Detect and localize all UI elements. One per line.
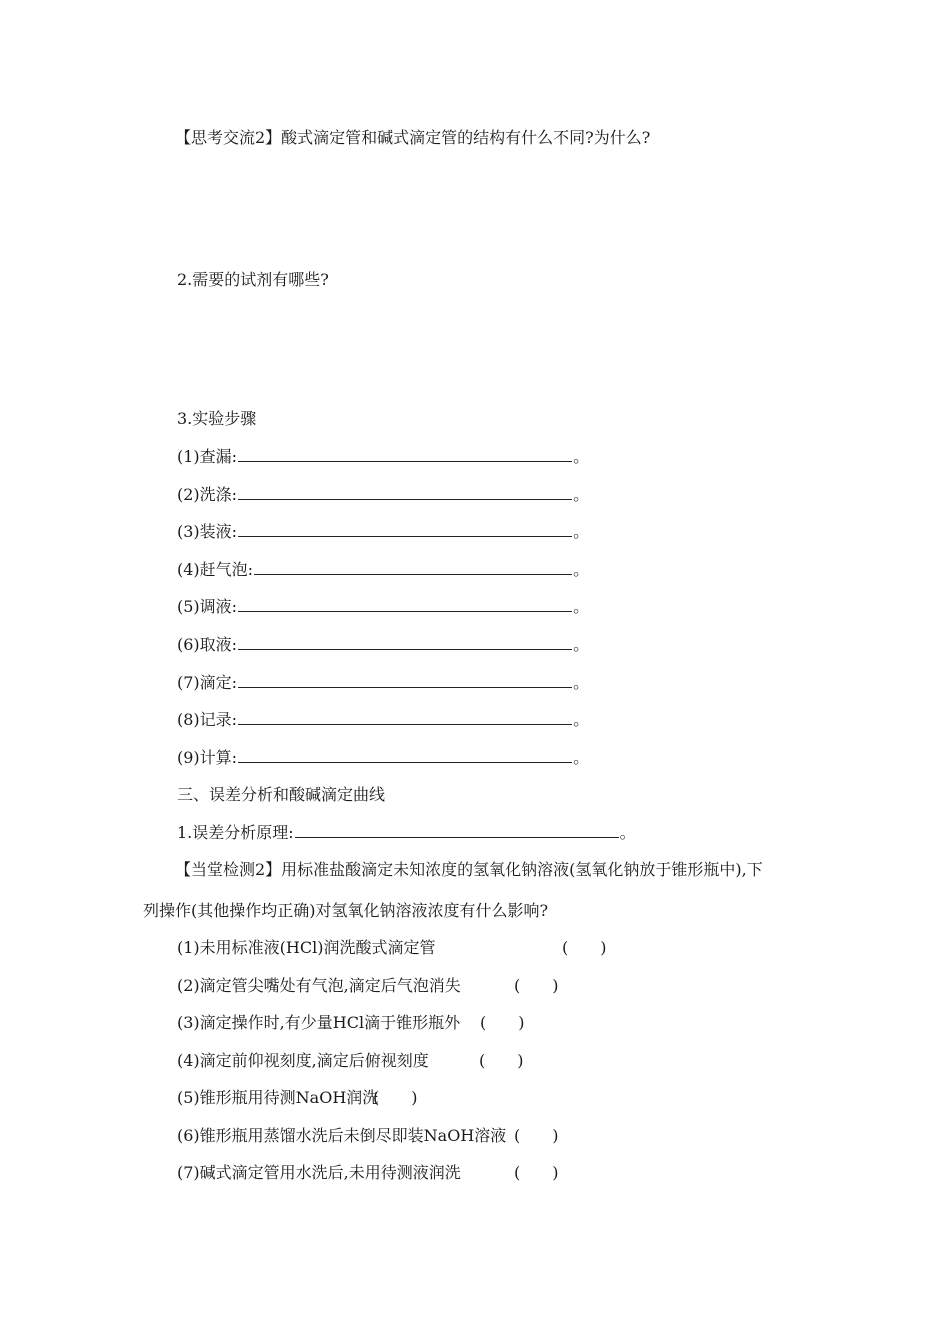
item-text: (7)碱式滴定管用水洗后,未用待测液润洗 — [177, 1163, 461, 1182]
step-period: 。 — [573, 597, 590, 616]
step-label: (8)记录: — [177, 710, 238, 729]
answer-blank[interactable] — [238, 485, 572, 500]
section-error-analysis-title: 三、误差分析和酸碱滴定曲线 — [177, 785, 386, 804]
answer-blank[interactable] — [238, 635, 572, 650]
answer-blank[interactable] — [238, 522, 572, 537]
step-label: (7)滴定: — [177, 673, 238, 692]
answer-paren[interactable]: ( ) — [514, 976, 559, 995]
answer-paren[interactable]: ( ) — [373, 1088, 418, 1107]
step-check-leak — [177, 447, 589, 467]
answer-paren[interactable]: ( ) — [480, 1013, 525, 1032]
step-period: 。 — [573, 710, 590, 729]
answer-paren[interactable]: ( ) — [479, 1051, 524, 1070]
step-remove-bubbles — [177, 560, 589, 580]
step-titrate — [177, 673, 589, 693]
answer-blank[interactable] — [295, 823, 619, 838]
answer-paren[interactable]: ( ) — [562, 938, 607, 957]
item-text: (1)未用标准液(HCl)润洗酸式滴定管 — [177, 938, 436, 957]
item-2 — [177, 976, 559, 996]
question-reagents: 2.需要的试剂有哪些? — [177, 270, 329, 289]
step-label: (2)洗涤: — [177, 485, 238, 504]
step-label: (1)查漏: — [177, 447, 238, 466]
answer-blank[interactable] — [238, 597, 572, 612]
item-5 — [177, 1088, 418, 1108]
item-3 — [177, 1013, 525, 1033]
item-text: (4)滴定前仰视刻度,滴定后俯视刻度 — [177, 1051, 429, 1070]
step-period: 。 — [573, 522, 590, 541]
step-period: 。 — [573, 447, 590, 466]
answer-blank[interactable] — [238, 710, 572, 725]
answer-blank[interactable] — [238, 748, 572, 763]
answer-blank[interactable] — [238, 673, 572, 688]
step-take-liquid — [177, 635, 589, 655]
item-1 — [177, 938, 607, 958]
step-label: (5)调液: — [177, 597, 238, 616]
step-label: (9)计算: — [177, 748, 238, 767]
answer-paren[interactable]: ( ) — [514, 1126, 559, 1145]
step-adjust — [177, 597, 589, 617]
answer-paren[interactable]: ( ) — [514, 1163, 559, 1182]
item-4 — [177, 1051, 524, 1071]
answer-blank[interactable] — [254, 560, 572, 575]
step-period: 。 — [573, 560, 590, 579]
step-label: (6)取液: — [177, 635, 238, 654]
item-6 — [177, 1126, 559, 1146]
item-text: (5)锥形瓶用待测NaOH润洗 — [177, 1088, 379, 1107]
item-text: (6)锥形瓶用蒸馏水洗后未倒尽即装NaOH溶液 — [177, 1126, 507, 1145]
step-period: 。 — [573, 673, 590, 692]
item-7 — [177, 1163, 559, 1183]
step-calculate — [177, 748, 589, 768]
item-text: (2)滴定管尖嘴处有气泡,滴定后气泡消失 — [177, 976, 461, 995]
step-period: 。 — [573, 748, 590, 767]
step-wash — [177, 485, 589, 505]
error-principle — [177, 823, 636, 843]
check-2-line1: 【当堂检测2】用标准盐酸滴定未知浓度的氢氧化钠溶液(氢氧化钠放于锥形瓶中),下 — [175, 860, 763, 879]
answer-blank[interactable] — [238, 447, 572, 462]
step-label: (3)装液: — [177, 522, 238, 541]
step-record — [177, 710, 589, 730]
think-exchange-2: 【思考交流2】酸式滴定管和碱式滴定管的结构有什么不同?为什么? — [175, 128, 651, 147]
step-label: (4)赶气泡: — [177, 560, 254, 579]
experiment-steps-title: 3.实验步骤 — [177, 409, 257, 428]
principle-period: 。 — [619, 823, 636, 842]
step-period: 。 — [573, 485, 590, 504]
step-fill — [177, 522, 589, 542]
check-2-line2: 列操作(其他操作均正确)对氢氧化钠溶液浓度有什么影响? — [143, 901, 549, 920]
step-period: 。 — [573, 635, 590, 654]
principle-label: 1.误差分析原理: — [177, 823, 294, 842]
item-text: (3)滴定操作时,有少量HCl滴于锥形瓶外 — [177, 1013, 461, 1032]
